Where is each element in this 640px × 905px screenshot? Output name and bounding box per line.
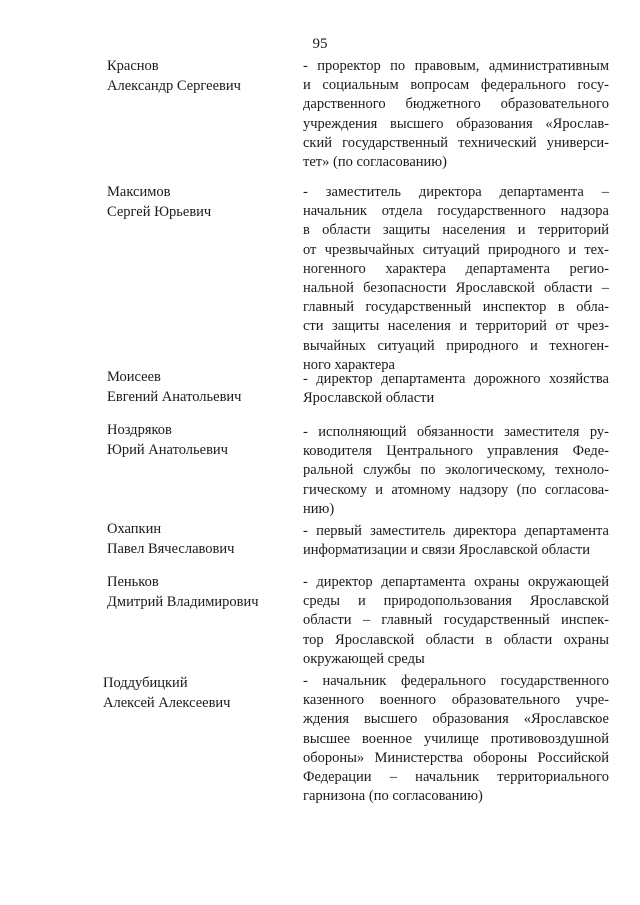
member-surname: Поддубицкий [103,675,188,691]
member-position [303,183,609,375]
position-line: - директор департамента дорожного хозяйства [303,371,609,387]
position-line: - исполняющий обязанности заместителя ру- [303,424,609,440]
member-surname: Пеньков [107,574,159,590]
member-given-names: Павел Вячеславович [107,540,235,557]
member-name [107,421,297,460]
member-position [303,573,609,669]
position-line: среды и природопользования Ярославской [303,593,609,610]
member-surname: Максимов [107,184,171,200]
position-line: ногенного характера департамента регио- [303,260,609,277]
member-given-names: Алексей Алексеевич [103,694,231,711]
member-surname: Ноздряков [107,422,172,438]
position-line: сти защиты населения и территорий от чрез- [303,318,609,335]
position-line: дарственного бюджетного образовательного [303,96,609,113]
member-name [103,674,293,713]
position-line: тор Ярославской области в области охраны [303,631,609,648]
position-line: Ярославской области [303,390,435,407]
position-line: нию) [303,500,335,517]
position-line: - проректор по правовым, административным [303,58,609,74]
member-surname: Моисеев [107,369,161,385]
page-number: 95 [312,36,328,52]
position-line: ский государственный технический универси- [303,134,609,151]
position-line: главный государственный инспектор в обла- [303,299,609,316]
position-line: окружающей среды [303,650,425,667]
position-line: - начальник федерального государственного [303,673,609,689]
member-position [303,57,609,172]
position-line: казенного военного образовательного учре- [303,692,609,709]
position-line: нальной безопасности Ярославской области – [303,280,609,297]
position-line: - директор департамента охраны окружающей [303,574,609,590]
member-name [107,520,297,559]
position-line: ного характера [303,356,395,373]
position-line: гарнизона (по согласованию) [303,788,483,805]
position-line: и социальным вопросам федерального госу- [303,77,609,94]
member-name [107,57,297,96]
position-line: ральной службы по экологическому, техноло- [303,462,609,479]
position-line: учреждения высшего образования «Ярослав- [303,115,609,132]
position-line: ждения высшего образования «Ярославское [303,711,609,728]
member-name [107,183,297,222]
position-line: от чрезвычайных ситуаций природного и тех- [303,241,609,258]
member-given-names: Юрий Анатольевич [107,441,228,458]
member-given-names: Сергей Юрьевич [107,203,212,220]
member-surname: Краснов [107,58,159,74]
member-position [303,423,609,519]
position-line: тет» (по согласованию) [303,154,447,171]
position-line: вычайных ситуаций природного и техноген- [303,337,609,354]
member-position [303,370,609,408]
position-line: в области защиты населения и территорий [303,222,609,239]
member-surname: Охапкин [107,521,162,537]
position-line: Федерации – начальник территориального [303,769,609,786]
position-line: информатизации и связи Ярославской области [303,542,591,559]
member-name [107,573,297,612]
position-line: - первый заместитель директора департамента [303,523,609,539]
position-line: обороны» Министерства обороны Российской [303,749,609,766]
position-line: гическому и атомному надзору (по согласова- [303,481,609,498]
position-line: - заместитель директора департамента – [303,184,609,200]
member-position [303,522,609,560]
member-position [303,672,609,806]
position-line: области – главный государственный инспек- [303,612,609,629]
position-line: ководителя Центрального управления Феде- [303,443,609,460]
position-line: начальник отдела государственного надзора [303,203,609,220]
member-name [107,368,297,407]
member-given-names: Евгений Анатольевич [107,388,242,405]
member-given-names: Александр Сергеевич [107,77,241,94]
position-line: высшее военное училище противовоздушной [303,730,609,747]
member-given-names: Дмитрий Владимирович [107,593,259,610]
